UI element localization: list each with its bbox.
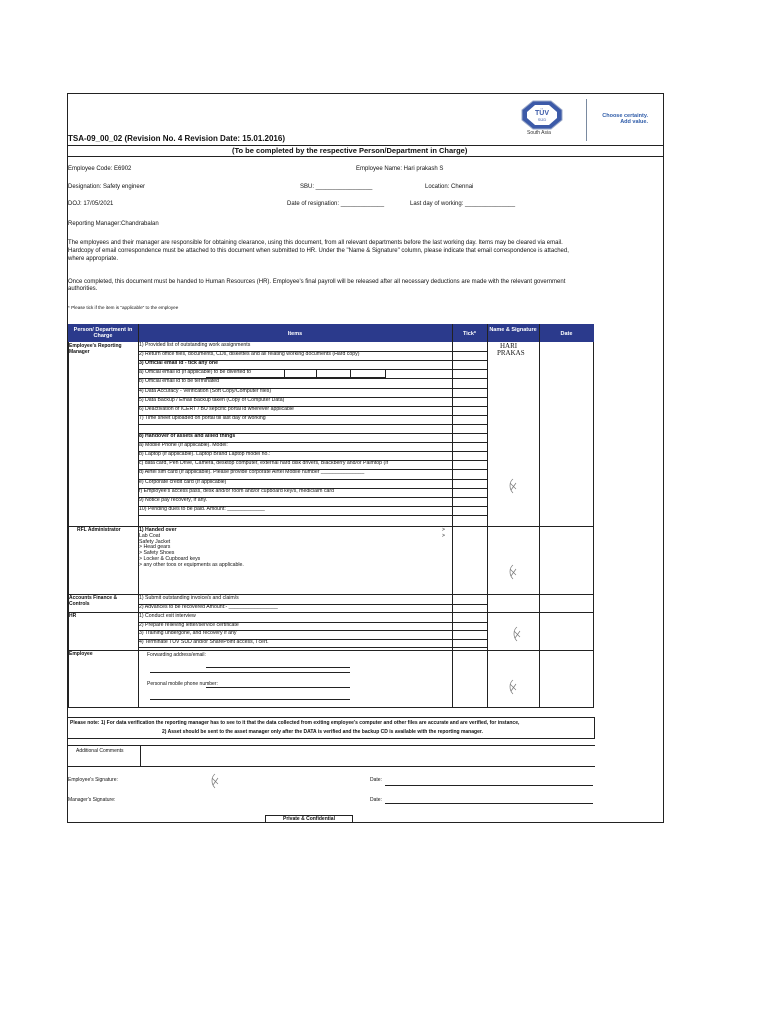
section-rule-employee	[68, 650, 594, 651]
note-line-1: Please note: 1) For data verification the reporting manager has to see to it that the data collected from exiting employee's computer and other files are accurate and are verified, for instance,	[70, 720, 520, 726]
table-row-rule	[138, 647, 487, 648]
rfl-item: > Safety Shoes	[139, 550, 175, 557]
employee-sbu[interactable]: SBU: _________________	[300, 184, 373, 190]
rfl-arrow-2: >	[442, 533, 445, 539]
rfl-item: > any other toos or equipments as applicable.	[139, 561, 244, 568]
signature-name-line-2: PRAKAS	[497, 349, 525, 357]
paragraph-2-line-1: Once completed, this document must be handed to Human Resources (HR). Employee's final payroll will be released after all necessary deductions are made with the relevant government	[68, 279, 566, 285]
comments-top-rule	[67, 745, 595, 746]
mobile-number-line-2[interactable]	[150, 699, 350, 700]
rfl-item: Safety Jacket	[139, 538, 171, 545]
paragraph-1-line-1: The employees and their manager are responsible for obtaining clearance, using this document, from all relevant departments before the last working day. Items may be cleared via email.	[68, 240, 563, 246]
manager-signature-date-field[interactable]	[385, 803, 593, 804]
signature-stamp-icon	[506, 477, 520, 495]
table-row-item: 2) Prepare relieving letter/service certificate	[139, 621, 239, 628]
table-row-item: 5) Data Backup / Email Backup taken (Copy of Computer Data)	[139, 396, 285, 403]
form-id-title: TSA-09_00_02 (Revision No. 4 Revision Date: 15.01.2016)	[68, 134, 285, 143]
mobile-number-line-1[interactable]	[206, 687, 350, 688]
logo-region: South Asia	[527, 130, 551, 136]
table-row-item: b) Laptop (if applicable). Laptop Brand Laptop model no.:	[139, 451, 271, 458]
header-date: Date	[560, 331, 573, 337]
slogan-line-2: Add value.	[620, 119, 648, 125]
employee-signature-date-field[interactable]	[385, 785, 593, 786]
email-box-divider-3	[350, 370, 351, 377]
header-name-signature: Name & Signature	[489, 327, 537, 333]
please-note-box	[67, 717, 595, 739]
rfl-item: > Locker & Cupboard keys	[139, 556, 201, 562]
email-box-divider-2	[316, 370, 317, 377]
dept-hr: HR	[69, 613, 77, 619]
employee-designation: Designation: Safety engineer	[68, 184, 146, 190]
table-row-item: 4) Terminate TUV SUD and/or SharePoint access, I cert.	[139, 638, 269, 645]
paragraph-2-line-2: authorities.	[68, 286, 98, 292]
comments-divider	[140, 745, 141, 766]
header-items: Items	[287, 331, 303, 337]
email-box-divider-4	[385, 370, 386, 377]
table-row-item: 2) Advances to be recovered Amount:- _________________	[139, 603, 278, 610]
rfl-item: 1) Handed over	[139, 527, 177, 533]
tick-note: * Please tick if the item is "applicable" to the employee	[68, 305, 179, 310]
table-row-item: 9) Notice pay recovery, If any.	[139, 496, 208, 503]
table-row-item: 6) Deactivation of ICERT / BU sepcific portal id wherever applicable	[139, 405, 294, 412]
table-row-item: 3) Official email id - tick any one	[139, 360, 218, 367]
dept-rfl-admin: RFL Administrator	[77, 527, 121, 533]
table-row-item: 2) Return office files, documents, CDs, diskettes and all relating working documents (Hard copy)	[139, 351, 360, 358]
table-row-item: b) Official email id to be terminated	[139, 378, 220, 385]
header-tick: Tick*	[462, 331, 477, 337]
email-box-divider-1	[284, 370, 285, 377]
paragraph-1-line-3: where appropriate.	[68, 256, 119, 262]
table-row-item: 4) Data Accuracy - Verification (Soft Copy/Computer files)	[139, 387, 272, 394]
table-row-item: a) Official email id (if applicable) to be diverted to	[139, 369, 252, 376]
table-row-item: a) Mobile Phone (If applicable). Model:	[139, 442, 228, 449]
logo-brand-text: TÜV	[535, 110, 549, 117]
table-row-item: d) Airtel sim card (If applicable). Please provide corporate Airtel Mobile number _______________	[139, 469, 365, 476]
table-row-item: 1) Conduct exit interview	[139, 613, 196, 619]
tuv-octagon-icon	[521, 100, 563, 130]
private-confidential-label: Private & Confidential	[265, 815, 353, 823]
table-row-item: c) data card, Pen Drive, Camera, desktop computer, external hard disk drivers, Blackberry and/or Palmtop (If	[139, 460, 389, 467]
note-line-2: 2) Asset should be sent to the asset manager only after the DATA is verified and the backup CD is available with the reporting manager.	[162, 729, 483, 735]
table-row-item: 1) Provided list of outstanding work assignments	[139, 342, 251, 348]
employee-location: Location: Chennai	[425, 184, 474, 190]
manager-signature-label: Manager's Signature:	[68, 797, 116, 803]
table-row-item: 3) Training undergone, and recovery if any	[139, 630, 237, 637]
rfl-item: > Head gears	[139, 544, 171, 551]
logo-sub-text: SÜD	[537, 117, 547, 122]
table-row-item: f) Employee's access pass, desk and/or room and/or cupboard key/s, mediclaim card	[139, 487, 335, 494]
employee-code: Employee Code: E6902	[68, 166, 132, 172]
email-divert-field[interactable]	[206, 377, 386, 378]
dept-reporting-manager: Employee's Reporting Manager	[69, 343, 122, 355]
header-person: Person/ Department in Charge	[73, 327, 133, 339]
signature-stamp-icon	[208, 772, 222, 790]
employee-signature-date-label: Date:	[370, 777, 382, 783]
forwarding-address-line-1[interactable]	[206, 667, 350, 668]
reporting-manager: Reporting Manager:Chandrabalan	[68, 221, 159, 227]
logo-slogan	[594, 113, 648, 125]
form-instruction: (To be completed by the respective Person/Department in Charge)	[232, 146, 468, 155]
instruction-rule	[67, 156, 664, 157]
manager-signature-date-label: Date:	[370, 797, 382, 803]
paragraph-1-line-2: Hardcopy of email correspondence must be attached to this document when submitted to HR. Under the "Name & Signature" column, please indicate that email correspondence is attached,	[68, 248, 569, 254]
rfl-item: Lab Coat	[139, 532, 161, 539]
date-of-resignation[interactable]: Date of resignation: _____________	[287, 201, 385, 207]
tuv-sud-logo	[510, 97, 650, 143]
signature-stamp-icon	[506, 563, 520, 581]
logo-divider	[586, 99, 587, 141]
table-row-rule	[138, 424, 487, 425]
employee-signature-label: Employee's Signature:	[68, 777, 118, 783]
slogan-line-1: Choose certainty.	[602, 113, 648, 119]
comments-bottom-rule[interactable]	[67, 766, 595, 767]
table-row-rule	[138, 515, 487, 516]
dept-employee: Employee	[69, 651, 93, 657]
table-row-item: 7) Time sheet uploaded on portal till last day of working	[139, 414, 266, 421]
last-day-of-working[interactable]: Last day of working: _______________	[410, 201, 516, 207]
employee-name: Employee Name: Hari prakash S	[356, 166, 444, 172]
dept-accounts: Accounts Finance & Controls	[69, 595, 118, 607]
rfl-arrow-1: >	[442, 527, 445, 533]
mobile-number-label: Personal mobile phone number:	[147, 681, 218, 687]
table-row-item: 1) Submit outstanding invoice/s and claim/s	[139, 595, 239, 601]
table-row-item: 10) Pending dues to be paid. Amount: _____________	[139, 505, 265, 512]
table-header	[68, 324, 594, 342]
table-row-item: e) Corporate credit card (If applicable)	[139, 478, 227, 485]
additional-comments-label: Additional Comments	[76, 748, 124, 754]
signature-name-line-1: HARI	[500, 342, 518, 350]
signature-stamp-icon	[510, 625, 524, 643]
forwarding-address-line-2[interactable]	[150, 672, 350, 673]
forwarding-address-label: Forwarding address/email:	[147, 652, 206, 658]
employee-doj: DOJ: 17/05/2021	[68, 201, 114, 207]
table-row-item: 8) Handover of assets and allied things	[139, 433, 236, 439]
signature-stamp-icon	[506, 678, 520, 696]
